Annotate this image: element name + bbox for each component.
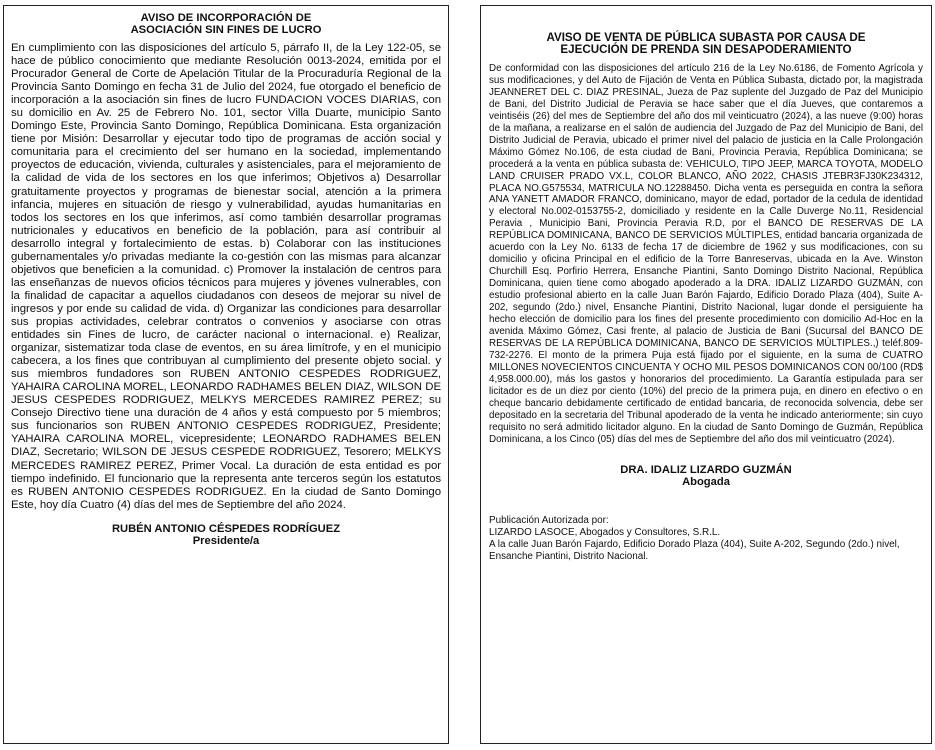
auction-signature: [489, 464, 923, 488]
incorporation-notice-title: [11, 12, 441, 36]
incorporation-notice: [3, 5, 449, 744]
incorporation-signature-name: RUBÉN ANTONIO CÉSPEDES RODRÍGUEZ: [111, 522, 341, 535]
auction-notice-body: De conformidad con las disposiciones del artículo 216 de la Ley No.6186, de Fomento Agrícola y sus modificaciones, y del Auto de Fijación de Venta en Pública Subasta, dictado por, la magistrada JEANNERET DEL C. DIAZ PRESINAL, Jueza de Paz suplente del Juzgado de Paz del Municipio de Bani, del Distrito Judicial de Peravia se hace saber que el día Jueves, que contaremos a veintiséis (26) del mes de Septiembre del año dos mil veinticuatro (2024), a las nueve (9:00) horas de la mañana, a realizarse en el salón de audiencia del Juzgado de Paz del Municipio de Bani, del Distrito Judicial de Peravia, ubicado el primer nivel del palacio de justicia en la Calle Prolongación Máximo Gómez No.106, de esta ciudad de Bani, Provincia Peravia, República Dominicana; se procederá a la venta en pública subasta de: VEHICULO, TIPO JEEP, MARCA TOYOTA, MODELO LAND CRUISER PRADO VX.L, COLOR BLANCO, AÑO 2022, CHASIS JTEBR3FJ30K234312, PLACA NO.G575534, MATRICULA NO.12288450. Dicha venta es perseguida en contra la señora ANA YANETT AMADOR FRANCO, dominicano, mayor de edad, portador de la cedula de identidad y electoral No.002-0153755-2, domiciliado y residente en la Calle Duverge No.11, Residencial Peravia , Municipio Bani, Provincia Peravia R.D, por el BANCO DE RESERVAS DE LA REPÚBLICA DOMINICANA, BANCO DE SERVICIOS MÚLTIPLES, entidad bancaria organizada de acuerdo con la Ley No. 6133 de fecha 17 de diciembre de 1962 y sus modificaciones, con su domicilio y oficina Principal en el edificio de la Torre Banreservas, ubicada en la Ave. Winston Churchill Esq. Porfirio Herrera, Ensanche Piantini, Santo Domingo Distrito Nacional, República Dominicana, quien tiene como abogado apoderado a la DRA. IDALIZ LIZARDO GUZMÁN, con estudio profesional abierto en la calle Juan Barón Fajardo, Edificio Dorado Plaza (404), Suite A-202, segundo (2do.) nivel, Ensanche Piantini, Distrito Nacional, lugar donde el persiguiente ha hecho elección de domicilio para los fines del presente procedimiento con domicilio Ad-Hoc en la avenida Máximo Gómez, Casi frente, al palacio de Justicia de Bani (Sucursal del BANCO DE RESERVAS DE LA REPÚBLICA DOMINICANA, BANCO DE SERVICIOS MÚLTIPLES.,) teléf.809-732-2276. El monto de la primera Puja está fijado por el siguiente, en la suma de CUATRO MILLONES NOVECIENTOS CINCUENTA Y OCHO MIL PESOS DOMINICANOS CON 00/100 (RD$ 4,958.000.00), más los gastos y honorarios del procedimiento. La Garantía estipulada para ser licitador es de un diez por ciento (10%) del precio de la primera puja, en dinero en efectivo o en cheque bancario debidamente certificado de entidad bancaria, de reconocida solvencia, debe ser depositado en la secretaria del Tribunal apoderado de la venta he indicado anteriormente; sin cuyo requisito no será admitido licitador alguno. En la ciudad de Santo Domingo de Guzmán, República Dominicana, a los Cinco (05) días del mes de Septiembre del año dos mil veinticuatro (2024).: [489, 63, 923, 445]
incorporation-notice-body: En cumplimiento con las disposiciones del artículo 5, párrafo II, de la Ley 122-05, se hace de público conocimiento que mediante Resolución 0013-2024, emitida por el Procurador General de Corte de Apelación Titular de la Procuraduría Regional de la Provincia Santo Domingo en fecha 31 de Julio del 2024, fue otorgado el beneficio de incorporación a la asociación sin fines de lucro FUNDACION VOCES DIARIAS, con su domicilio en Av. 25 de Febrero No. 101, sector Villa Duarte, municipio Santo Domingo Este, Provincia Santo Domingo, República Dominicana. Esta organización tiene por Misión: Desarrollar y ejecutar todo tipo de programas de acción social y comunitaria para el crecimiento del ser humano en la sociedad, implementando proyectos de educación, vivienda, culturales y asistenciales, para el mejoramiento de la calidad de vida de los sectores en los que inferimos; Objetivos a) Desarrollar gratuitamente proyectos y programas de bienestar social, atención a la primera infancia, mujeres en situación de riesgo y vulnerabilidad, ayudas humanitarias en todos los sectores en los que inferimos, así como también desarrollar programas nutricionales y educativos en beneficio de la población, para así contribuir al desarrollo integral y fortalecimiento de estas. b) Colaborar con las instituciones gubernamentales y/o privadas mediante la co-gestión con las mismas para alcanzar objetivos que beneficien a la comunidad. c) Promover la instalación de centros para las enseñanzas de nuevos oficios técnicos para mujeres y jóvenes vulnerables, con la finalidad de capacitar a aquellos ciudadanos con deseos de mejorar su nivel de ingresos y por ende su calidad de vida. d) Organizar las condiciones para desarrollar sus propias actividades, celebrar contratos o convenios y asociarse con otras entidades sin Fines de lucro, de carácter nacional o internacional. e) Realizar, organizar, sistematizar toda clase de eventos, en su área limítrofe, y en el municipio cabecera, a los fines que contribuyan al cumplimiento del presente objeto social. y sus miembros fundadores son RUBEN ANTONIO CESPEDES RODRIGUEZ, YAHAIRA CAROLINA MOREL, LEONARDO RADHAMES BELEN DIAZ, WILSON DE JESUS CESPEDES RODRIGUEZ, MELKYS MERCEDES RAMIREZ PEREZ; su Consejo Directivo tiene una duración de 4 años y está compuesto por 5 miembros; sus funcionarios son RUBEN ANTONIO CESPEDES RODRIGUEZ, Presidente; YAHAIRA CAROLINA MOREL, vicepresidente; LEONARDO RADHAMES BELEN DIAZ, Secretario; WILSON DE JESUS CESPEDE RODRIGUEZ, Tesorero; MELKYS MERCEDES RAMIREZ PEREZ, Primer Vocal. La duración de esta entidad es por tiempo indefinido. El funcionario que la representa ante terceros según los estatutos es RUBEN ANTONIO CESPEDES RODRIGUEZ. En la ciudad de Santo Domingo Este, hoy día Cuatro (4) días del mes de Septiembre del año 2024.: [11, 42, 441, 511]
auction-signature-name: DRA. IDALIZ LIZARDO GUZMÁN: [620, 463, 792, 476]
auction-title-line-1: AVISO DE VENTA DE PÚBLICA SUBASTA POR CAUSA DE: [546, 31, 866, 44]
incorporation-title-line-2: ASOCIACIÓN SIN FINES DE LUCRO: [130, 24, 322, 36]
incorporation-title-line-1: AVISO DE INCORPORACIÓN DE: [140, 12, 312, 24]
publication-line-3: A la calle Juan Barón Fajardo, Edificio Dorado Plaza (404), Suite A-202, Segundo (2do.) nivel, Ensanche Piantini, Distrito Nacional.: [489, 538, 900, 562]
incorporation-signature-role: Presidente/a: [192, 534, 260, 547]
auction-title-line-2: EJECUCIÓN DE PRENDA SIN DESAPODERAMIENTO: [560, 43, 852, 56]
auction-notice-title: [489, 32, 923, 56]
publication-authorization: [489, 515, 923, 563]
publication-line-1: Publicación Autorizada por:: [489, 514, 609, 526]
auction-signature-role: Abogada: [682, 475, 730, 488]
publication-line-2: LIZARDO LASOCE, Abogados y Consultores, S.R.L.: [489, 526, 721, 538]
incorporation-signature: [11, 523, 441, 547]
auction-notice: [480, 5, 932, 744]
